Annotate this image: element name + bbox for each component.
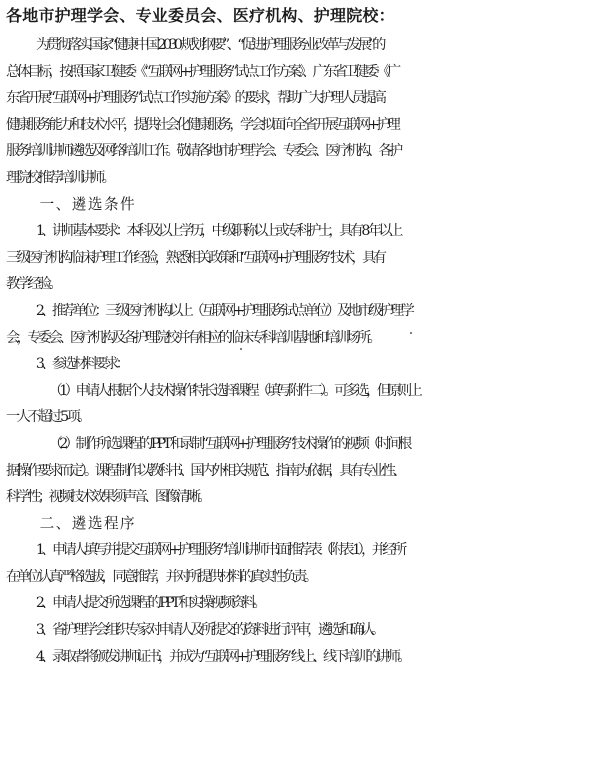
intro-line: 为贯彻落实国家“健康中国 2030 规划纲要”、“促进护理服务业改革与发展”的 [35, 37, 383, 53]
criteria-item-1-line: 1、讲师基本要求：本科及以上学历，中级职称以上或专科护士，具有 8 年以上 [35, 223, 400, 240]
procedure-step-2 [6, 590, 601, 617]
criteria-item-2-line: 2、推荐单位：三级医疗机构以上（互联网+护理服务试点单位）及地市级护理学 [35, 302, 412, 319]
criteria-item-3-line: 3、参选材料要求： [35, 356, 127, 373]
procedure-step-4 [6, 644, 601, 671]
criteria-item-2 [6, 298, 601, 351]
criteria-item-3-2-line: （2）制作所选课程的 PPT 和录制“互联网+护理服务”技术操作的视频（时间根 [48, 435, 409, 452]
criteria-item-3-2-line: 据操作要求而定）。课程制作以教科书、国内外相关规范、指南为依据，具有专业性、 [6, 462, 404, 479]
section-heading-selection-procedure: 二、遴选程序 [39, 514, 137, 532]
intro-line: 服务培训讲师遴选及网络培训工作。敬请各地市护理学会、专委会、医疗机构、各护 [6, 143, 400, 160]
procedure-step-1-line: 1、申请人填写并提交互联网+护理服务”培训讲师书面推荐表（附表 1），并经所 [35, 542, 404, 559]
criteria-item-3-1 [6, 378, 601, 431]
scan-speck [240, 348, 242, 350]
intro-line: 总体目标，按照国家卫健委《“互联网+护理服务”试点工作方案》、广东省卫健委《广 [6, 63, 398, 80]
criteria-item-3-2 [6, 431, 601, 511]
procedure-step-3 [6, 617, 601, 644]
procedure-step-2-line: 2、申请人提交所选课程的 PPT 和实操视频资料。 [35, 595, 264, 612]
section-heading-selection-criteria: 一、遴选条件 [39, 195, 137, 213]
criteria-item-3-1-line: 一人不超过 5 项。 [6, 409, 88, 426]
criteria-item-2-line: 会，专委会、医疗机构及各护理院校并有相应的临床专科培训基地和培训场所。 [6, 329, 379, 346]
procedure-step-1 [6, 537, 601, 590]
intro-line: 健康服务能力和技术水平，提供社会化健康服务，学会拟面向全省开展互联网+护理 [6, 116, 398, 133]
criteria-item-1-line: 教学经验。 [6, 276, 60, 293]
criteria-item-3-1-line: （1）申请人根据个人技术操作特长选择课程（填写附件二）。可多选，但原则上 [48, 382, 420, 399]
criteria-item-1-line: 三级医疗机构临床护理工作经验，熟悉相关政策和“互联网+护理服务”技术，具有 [6, 249, 384, 266]
intro-line: 东省开展“互联网+护理服务”试点工作实施方案》的要求，帮助广大护理人员提高 [6, 90, 384, 107]
intro-paragraph [6, 32, 601, 192]
intro-line: 理院校推荐培训讲师。 [6, 169, 113, 186]
procedure-step-4-line: 4、录取者将颁发讲师证书，并成为“互联网+护理服务”线上、线下培训的讲师。 [35, 648, 409, 665]
criteria-item-3-2-line: 科学性；视频技术效果须声音、图像清晰。 [6, 489, 209, 506]
procedure-step-1-line: 在单位认真严格选拔，同意推荐，并对所提供材料的真实性负责。 [6, 568, 315, 585]
scan-speck [410, 332, 412, 334]
criteria-item-3 [6, 351, 601, 378]
salutation: 各地市护理学会、专业委员会、医疗机构、护理院校： [6, 6, 395, 25]
procedure-step-3-line: 3、省护理学会组织专家对申请人及所提交的资料进行评审，遴选和确认。 [35, 622, 382, 639]
criteria-item-1 [6, 218, 601, 298]
